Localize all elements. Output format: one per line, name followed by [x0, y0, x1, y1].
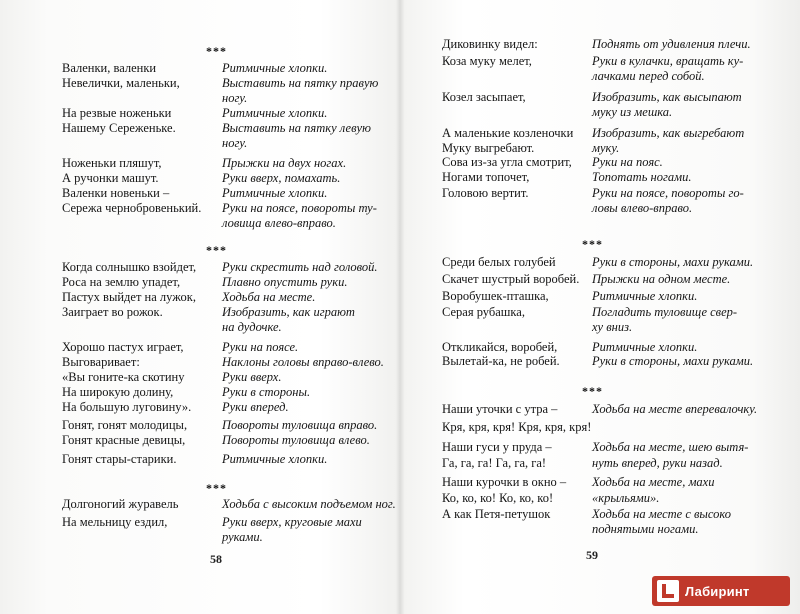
verse-line: Хорошо пастух играет, — [62, 340, 184, 354]
verse-line: Откликайся, воробей, — [442, 340, 558, 354]
verse-line: Среди белых голубей — [442, 255, 556, 269]
verse-line: Диковинку видел: — [442, 37, 538, 51]
action-instruction: ногу. — [222, 136, 248, 150]
action-instruction: Ходьба на месте с высоко — [592, 507, 732, 521]
verse-line: Коза муку мелет, — [442, 54, 532, 68]
action-instruction: Руки в стороны, махи руками. — [592, 255, 754, 269]
action-instruction: поднятыми ногами. — [592, 522, 699, 536]
verse-line: Головою вертит. — [442, 186, 529, 200]
action-instruction: Руки скрестить над головой. — [222, 260, 378, 274]
labirint-logo-icon — [657, 580, 679, 602]
action-instruction: Прыжки на одном месте. — [592, 272, 731, 286]
verse-line: Роса на землю упадет, — [62, 275, 181, 289]
action-instruction: Ходьба на месте вперевалочку. — [592, 402, 758, 416]
action-instruction: Руки на поясе. — [222, 340, 299, 354]
action-instruction: Ритмичные хлопки. — [222, 186, 328, 200]
verse-line: Ко, ко, ко! Ко, ко, ко! — [442, 491, 554, 505]
verse-line: На мельницу ездил, — [62, 515, 168, 529]
verse-line: Нашему Сереженьке. — [62, 121, 176, 135]
verse-line: Гонят, гонят молодицы, — [62, 418, 188, 432]
verse-line: Наши курочки в окно – — [442, 475, 567, 489]
verse-line: Сережа чернобровенький. — [62, 201, 202, 215]
action-instruction: Изобразить, как высыпают — [592, 90, 742, 104]
verse-line: Наши уточки с утра – — [442, 402, 558, 416]
verse-line: «Вы гоните-ка скотину — [62, 370, 185, 384]
verse-line: Серая рубашка, — [442, 305, 525, 319]
section-separator: *** — [582, 237, 603, 251]
page-number: 59 — [586, 548, 598, 562]
action-instruction: Топотать ногами. — [592, 170, 692, 184]
verse-line: Га, га, га! Га, га, га! — [442, 456, 547, 470]
action-instruction: Ритмичные хлопки. — [222, 106, 328, 120]
action-instruction: лачками перед собой. — [592, 69, 705, 83]
action-instruction: Руки вверх. — [222, 370, 282, 384]
action-instruction: Ритмичные хлопки. — [222, 61, 328, 75]
action-instruction: муку из мешка. — [592, 105, 673, 119]
section-separator: *** — [206, 243, 227, 257]
action-instruction: Выставить на пятку левую — [222, 121, 371, 135]
verse-line: Когда солнышко взойдет, — [62, 260, 197, 274]
action-instruction: Ходьба с высоким подъемом ног. — [222, 497, 396, 511]
action-instruction: Повороты туловища влево. — [222, 433, 370, 447]
action-instruction: Руки в стороны. — [222, 385, 311, 399]
verse-line: Долгоногий журавель — [62, 497, 179, 511]
action-instruction: Наклоны головы вправо-влево. — [222, 355, 384, 369]
logo-text: Лабиринт — [685, 583, 750, 599]
action-instruction: ловища влево-вправо. — [222, 216, 336, 230]
verse-line: Заиграет во рожок. — [62, 305, 163, 319]
verse-line: Гонят стары-старики. — [62, 452, 177, 466]
action-instruction: Погладить туловище свер- — [592, 305, 738, 319]
action-instruction: муку. — [592, 141, 620, 155]
action-instruction: нуть вперед, руки назад. — [592, 456, 723, 470]
action-instruction: Ходьба на месте, шею вытя- — [592, 440, 749, 454]
verse-line: Валенки, валенки — [62, 61, 157, 75]
verse-line: Скачет шустрый воробей. — [442, 272, 580, 286]
section-separator: *** — [206, 44, 227, 58]
action-instruction: Руки в кулачки, вращать ку- — [592, 54, 744, 68]
action-instruction: Ритмичные хлопки. — [592, 340, 698, 354]
verse-line: Валенки новеньки – — [62, 186, 170, 200]
action-instruction: Руки на поясе, повороты ту- — [222, 201, 377, 215]
right-page — [400, 0, 800, 614]
logo-badge — [652, 576, 790, 606]
verse-line: Пастух выйдет на лужок, — [62, 290, 196, 304]
verse-line: Наши гуси у пруда – — [442, 440, 552, 454]
action-instruction: Выставить на пятку правую — [222, 76, 379, 90]
action-instruction: Прыжки на двух ногах. — [222, 156, 347, 170]
verse-line: Гонят красные девицы, — [62, 433, 186, 447]
action-instruction: Ходьба на месте, махи — [592, 475, 715, 489]
action-instruction: Руки на пояс. — [592, 155, 663, 169]
action-instruction: Руки на поясе, повороты го- — [592, 186, 744, 200]
verse-line: Выговаривает: — [62, 355, 140, 369]
section-separator: *** — [206, 481, 227, 495]
section-separator: *** — [582, 384, 603, 398]
action-instruction: «крыльями». — [592, 491, 660, 505]
action-instruction: Руки вперед. — [222, 400, 289, 414]
verse-line: На широкую долину, — [62, 385, 174, 399]
verse-line: Ноженьки пляшут, — [62, 156, 162, 170]
action-instruction: Руки в стороны, махи руками. — [592, 354, 754, 368]
action-instruction: Изобразить, как играют — [222, 305, 355, 319]
action-instruction: Поднять от удивления плечи. — [592, 37, 751, 51]
verse-line: Невелички, маленьки, — [62, 76, 180, 90]
verse-line: На резвые ноженьки — [62, 106, 172, 120]
verse-line: Вылетай-ка, не робей. — [442, 354, 560, 368]
action-instruction: Руки вверх, помахать. — [222, 171, 341, 185]
action-instruction: Ритмичные хлопки. — [592, 289, 698, 303]
action-instruction: ху вниз. — [592, 320, 633, 334]
action-instruction: ловы влево-вправо. — [592, 201, 693, 215]
verse-line: Кря, кря, кря! Кря, кря, кря! — [442, 420, 592, 434]
page-number: 58 — [210, 552, 222, 566]
verse-line: На большую луговину». — [62, 400, 192, 414]
verse-line: Муку выгребают. — [442, 141, 535, 155]
verse-line: А маленькие козленочки — [442, 126, 574, 140]
verse-line: Сова из-за угла смотрит, — [442, 155, 572, 169]
verse-line: А ручонки машут. — [62, 171, 159, 185]
action-instruction: на дудочке. — [222, 320, 282, 334]
verse-line: Козел засыпает, — [442, 90, 526, 104]
action-instruction: ногу. — [222, 91, 248, 105]
action-instruction: руками. — [222, 530, 263, 544]
action-instruction: Плавно опустить руки. — [222, 275, 348, 289]
action-instruction: Ходьба на месте. — [222, 290, 316, 304]
verse-line: Ногами топочет, — [442, 170, 530, 184]
action-instruction: Изобразить, как выгребают — [592, 126, 745, 140]
action-instruction: Ритмичные хлопки. — [222, 452, 328, 466]
verse-line: Воробушек-пташка, — [442, 289, 549, 303]
action-instruction: Повороты туловища вправо. — [222, 418, 378, 432]
verse-line: А как Петя-петушок — [442, 507, 551, 521]
action-instruction: Руки вверх, круговые махи — [222, 515, 362, 529]
